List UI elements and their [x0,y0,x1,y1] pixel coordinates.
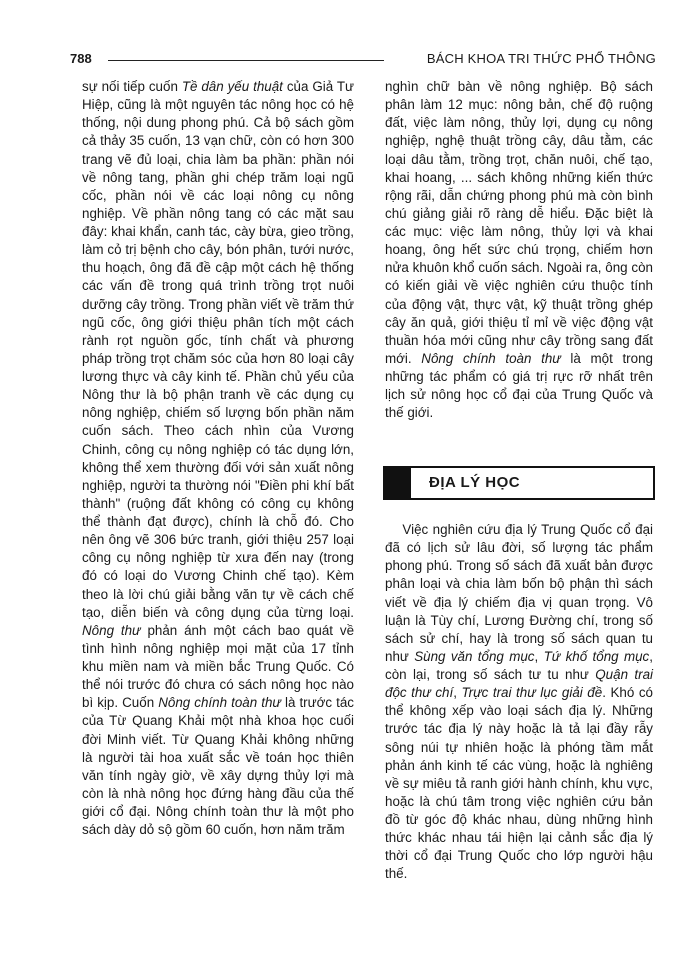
right-column-bottom [385,521,653,884]
right-column-top [385,78,653,422]
section-heading [383,466,655,500]
left-column [82,78,354,839]
page-number: 788 [70,51,92,66]
running-header: BÁCH KHOA TRI THỨC PHỔ THÔNG [426,51,656,66]
paragraph: nghìn chữ bàn về nông nghiệp. Bộ sách phân làm 12 mục: nông bản, chế độ ruộng đất, việc làm nông, thủy lợi, dụng cụ nông nghiệp, nghệ thuật trồng cây, dâu tằm, các loại dâu tằm, trồng trọt, chăn nuôi, chế tạo, khai hoang, ... sách không những kiến thức rộng rãi, dẫn chứng phong phú mà còn bình chú giảng giải rõ ràng dễ hiểu. Đặc biệt là các mục: việc làm nông, thủy lợi và khai hoang, ông hết sức chú trọng, chiếm hơn nửa khuôn khổ cuốn sách. Ngoài ra, ông còn có kiến giải về việc nghiên cứu thuộc tính của động vật, thực vật, kỹ thuật trồng ghép cây ăn quả, giới thiệu tỉ mỉ về việc động vật thuần hóa mới cũng như cây trồng sang đất mới. Nông chính toàn thư là một trong những tác phẩm có giá trị rực rỡ nhất trên lịch sử nông học cổ đại của Trung Quốc và thế giới. [385,79,653,421]
paragraph: sự nối tiếp cuốn Tề dân yếu thuật của Giả Tư Hiệp, cũng là một nguyên tác nông học có hệ thống, nội dung phong phú. Cả bộ sách gồm cả thảy 35 cuốn, 13 vạn chữ, còn có hơn 300 trang vẽ đủ loại, chia làm ba phần: phần nói về nông tang, phần ghi chép trăm loại ngũ cốc, phần nói về các loại nông cụ nông nghiệp. Về phần nông tang có các mặt sau đây: khai khẩn, canh tác, cày bừa, gieo trồng, làm cỏ trị bệnh cho cây, bón phân, tưới nước, thu hoạch, ông đã đề cập một cách hệ thống các vấn đề trong quá trình trồng trọt nuôi dưỡng cây trồng. Trong phần viết về trăm thứ ngũ cốc, ông giới thiệu phân tích một cách rành rọt nguồn gốc, tính chất và phương pháp trồng trọt chăm sóc của hơn 80 loại cây lương thực và cây kinh tế. Phần chủ yếu của Nông thư là bộ phận tranh về các dụng cụ nông nghiệp, chiếm số lượng bốn phần năm cuốn sách. Theo cách nhìn của Vương Chinh, công cụ nông nghiệp có tác dụng lớn, không thể xem thường đối với sản xuất nông nghiệp, người ta thường nói "Điền phi khí bất thành" (ruộng đất không có công cụ không thể thành đạt được), chính là chỗ đó. Cho nên ông vẽ 306 bức tranh, giới thiệu 257 loại công cụ nông nghiệp từ xưa đến nay (trong đó có loại do Vương Chinh chế tạo). Kèm theo là lời chú giải bằng văn tự về cách chế tạo, diễn biến và công dụng của từng loại. Nông thư phản ánh một cách bao quát về tình hình nông nghiệp mọi mặt của 17 tỉnh khu miền nam và miền bắc Trung Quốc. Có thể nói trước đó chưa có sách nông học nào bì kịp. Cuốn Nông chính toàn thư là trước tác của Từ Quang Khải một nhà khoa học cuối đời Minh viết. Từ Quang Khải không những là người tài hoa xuất sắc về toán học thiên văn tính ngày giờ, về xây dựng thủy lợi mà còn là nhà nông học đứng hàng đầu của thế giới cổ đại. Nông chính toàn thư là một pho sách dày dỏ sộ gồm 60 cuốn, hơn năm trăm [82,79,355,838]
header-rule [108,60,384,61]
section-title: ĐỊA LÝ HỌC [429,474,521,491]
paragraph: Việc nghiên cứu địa lý Trung Quốc cổ đại đã có lịch sử lâu đời, số lượng tác phẩm phong phú. Trong số sách đã xuất bản được phân loại và chia làm bốn bộ phận thì sách viết về địa lý chiếm địa vị quan trọng. Vô luận là Tùy chí, Lương Đường chí, trong số sách sử chí, hay là trong số sách quan tu như Sùng văn tổng mục, Tứ khố tổng mục, còn lại, trong số sách tư tu như Quận trai độc thư chí, Trực trai thư lục giải đề. Khó có thể không xếp vào loại sách địa lý. Những trước tác địa lý này hoặc là tả lại đầy rẫy sông núi tự nhiên hoặc là phóng tầm mắt phản ánh kinh tế các vùng, hoặc là nghiêng về sự miêu tả ranh giới hành chính, khu vực, hoặc là chú tâm trong việc nghiên cứu bản đồ từ góc độ khác nhau, dùng những hình thức khác nhau tái hiện lại cảnh sắc địa lý thời cổ đại Trung Quốc cho lớp người hậu thế. [385,522,653,882]
section-marker [385,468,411,498]
